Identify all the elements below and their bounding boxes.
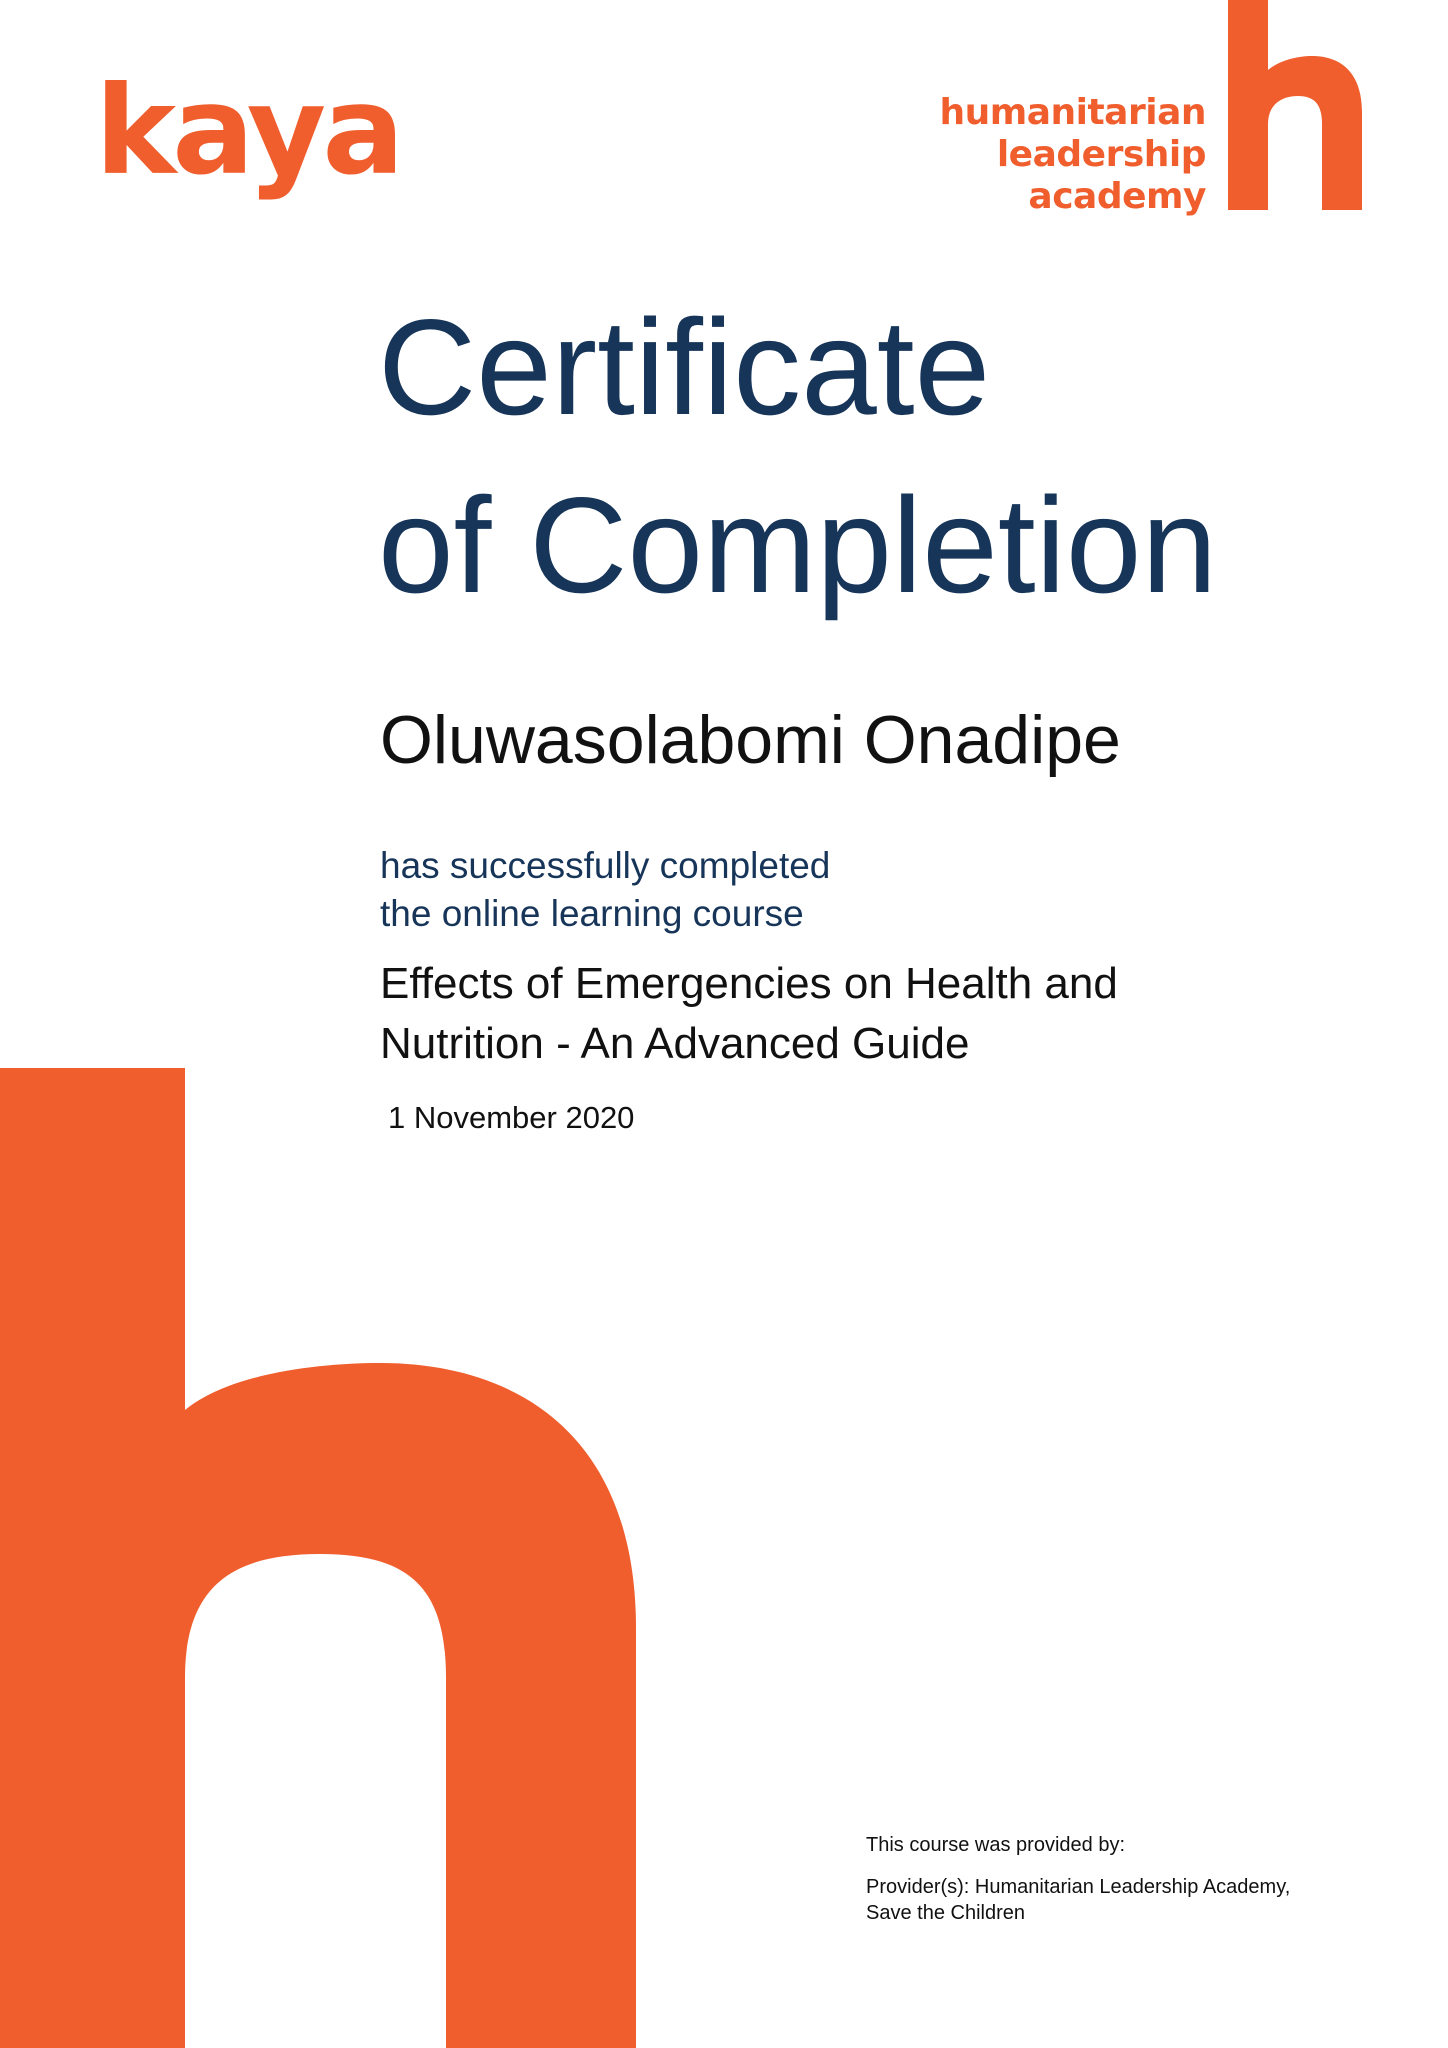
course-name-line-1: Effects of Emergencies on Health and — [380, 959, 1118, 1008]
provider-info — [866, 1832, 1290, 1926]
kaya-logo: kaya — [95, 60, 401, 202]
course-name-line-2: Nutrition - An Advanced Guide — [380, 1019, 970, 1068]
title-line-2: of Completion — [378, 469, 1218, 621]
provider-line-2: Save the Children — [866, 1902, 1025, 1924]
hla-logo-text — [939, 92, 1206, 218]
hla-logo-line-3: academy — [1028, 176, 1206, 217]
completion-statement — [380, 842, 830, 938]
completion-line-2: the online learning course — [380, 893, 804, 934]
provided-by-label: This course was provided by: — [866, 1834, 1126, 1856]
completion-date: 1 November 2020 — [388, 1100, 635, 1135]
hla-logo-line-2: leadership — [996, 134, 1206, 175]
title-line-1: Certificate — [378, 291, 991, 443]
decorative-h-shape — [0, 1068, 640, 2048]
provider-line-1: Provider(s): Humanitarian Leadership Academy, — [866, 1876, 1291, 1898]
completion-line-1: has successfully completed — [380, 845, 831, 886]
certificate-title — [378, 278, 1217, 634]
hla-logo-h-icon — [1228, 0, 1362, 210]
hla-logo-line-1: humanitarian — [939, 92, 1206, 133]
recipient-name: Oluwasolabomi Onadipe — [380, 702, 1121, 778]
course-name — [380, 954, 1118, 1074]
